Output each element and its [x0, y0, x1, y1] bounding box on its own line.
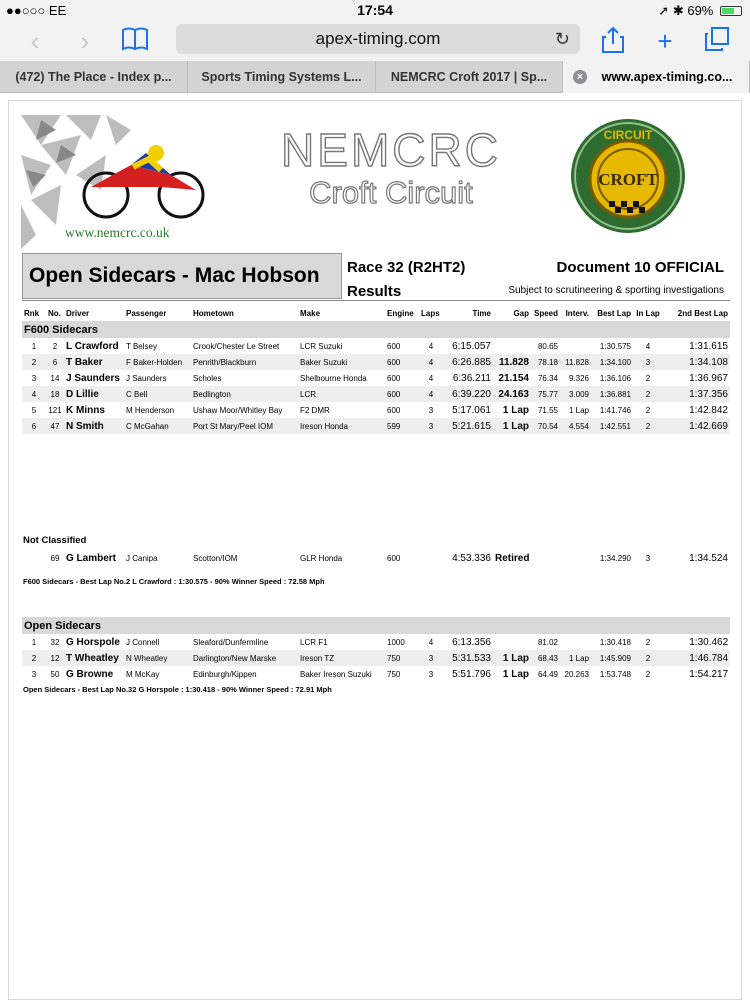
cell-passenger: J Canipa — [126, 553, 158, 563]
cell-second-best-lap: 1:37.356 — [689, 388, 728, 400]
subject-notice: Subject to scrutineering & sporting investigations — [508, 285, 724, 296]
nemcrc-logo — [21, 115, 227, 249]
table-row[interactable] — [22, 402, 730, 418]
table-row[interactable] — [22, 370, 730, 386]
cell-laps: 4 — [428, 389, 434, 399]
tab-nemcrc-croft[interactable]: NEMCRC Croft 2017 | Sp... — [376, 61, 563, 93]
cell-in-lap: 2 — [645, 637, 651, 647]
cell-hometown: Scholes — [193, 373, 222, 383]
cell-laps: 4 — [428, 357, 434, 367]
cell-passenger: T Belsey — [126, 341, 157, 351]
cell-passenger: J Connell — [126, 637, 160, 647]
cell-number: 12 — [50, 653, 60, 663]
cell-engine: 600 — [387, 357, 401, 367]
cell-in-lap: 2 — [645, 405, 651, 415]
col-header-number: No. — [48, 308, 61, 318]
cell-make: GLR Honda — [300, 553, 343, 563]
col-header-second-best-lap: 2nd Best Lap — [677, 308, 728, 318]
col-header-make: Make — [300, 308, 321, 318]
cell-second-best-lap: 1:30.462 — [689, 636, 729, 648]
section-title: F600 Sidecars — [22, 321, 730, 338]
col-header-gap: Gap — [513, 308, 529, 318]
cell-passenger: F Baker-Holden — [126, 357, 183, 367]
nemcrc-website: www.nemcrc.co.uk — [65, 225, 170, 240]
col-header-passenger: Passenger — [126, 308, 167, 318]
open-best-lap-note: Open Sidecars - Best Lap No.32 G Horspole : 1:30.418 - 90% Winner Speed : 72.91 Mph — [23, 685, 332, 694]
cell-engine: 750 — [387, 669, 401, 679]
race-number: Race 32 (R2HT2) — [347, 259, 466, 276]
col-header-interval: Interv. — [565, 308, 589, 318]
cell-in-lap: 3 — [645, 553, 651, 563]
cell-laps: 3 — [428, 421, 434, 431]
cell-laps: 3 — [428, 653, 434, 663]
cell-in-lap: 2 — [645, 653, 651, 663]
cell-second-best-lap: 1:42.842 — [689, 404, 728, 416]
croft-circuit-seal — [569, 117, 687, 235]
col-header-engine: Engine — [387, 308, 414, 318]
cell-driver: G Lambert — [66, 552, 117, 564]
seal-croft-text: CROFT — [598, 170, 658, 189]
cell-interval: 9.326 — [568, 373, 589, 383]
cell-interval: 11.828 — [565, 357, 589, 367]
cell-laps: 3 — [428, 669, 434, 679]
cell-gap: 1 Lap — [502, 652, 529, 664]
col-header-driver: Driver — [66, 308, 90, 318]
cell-speed: 75.77 — [537, 389, 558, 399]
cell-best-lap: 1:30.575 — [599, 341, 631, 351]
cell-make: Ireson Honda — [300, 421, 349, 431]
cell-hometown: Sleaford/Dunfermline — [193, 637, 269, 647]
col-header-in-lap: In Lap — [636, 308, 660, 318]
cell-time: 6:13.356 — [452, 636, 491, 648]
col-header-best-lap: Best Lap — [597, 308, 631, 318]
cell-second-best-lap: 1:31.615 — [689, 340, 728, 352]
cell-engine: 600 — [387, 373, 401, 383]
cell-laps: 4 — [428, 341, 434, 351]
cell-make: LCR — [300, 389, 317, 399]
cell-in-lap: 2 — [645, 421, 651, 431]
cell-engine: 1000 — [387, 637, 405, 647]
cell-time: 5:31.533 — [452, 652, 491, 664]
col-header-hometown: Hometown — [193, 308, 234, 318]
cell-laps: 4 — [428, 637, 434, 647]
cell-in-lap: 2 — [645, 373, 651, 383]
cell-speed: 80.65 — [537, 341, 558, 351]
cell-gap: 21.154 — [498, 372, 529, 384]
cell-make: Baker Ireson Suzuki — [300, 669, 372, 679]
cell-driver: G Browne — [66, 668, 114, 680]
cell-driver: T Wheatley — [66, 652, 119, 664]
cell-rank: 1 — [31, 637, 37, 647]
cell-laps: 4 — [428, 373, 434, 383]
col-header-laps: Laps — [421, 308, 440, 318]
event-title: Open Sidecars - Mac Hobson — [29, 264, 320, 287]
cell-rank: 3 — [31, 373, 37, 383]
results-document — [8, 100, 742, 1000]
col-header-rank: Rnk — [24, 308, 40, 318]
cell-hometown: Crook/Chester Le Street — [193, 341, 280, 351]
cell-driver: J Saunders — [66, 372, 120, 384]
table-row[interactable] — [22, 418, 730, 434]
cell-time: 6:26.885 — [452, 356, 491, 368]
cell-rank — [22, 550, 46, 566]
cell-hometown: Scotton/IOM — [193, 553, 238, 563]
cell-number: 6 — [52, 357, 58, 367]
header-divider — [22, 300, 730, 301]
cell-engine: 600 — [387, 405, 401, 415]
cell-make: Baker Suzuki — [300, 357, 348, 367]
cell-rank: 2 — [31, 357, 37, 367]
cell-speed: 81.02 — [537, 637, 558, 647]
cell-rank: 2 — [31, 653, 37, 663]
cell-best-lap: 1:45.909 — [599, 653, 631, 663]
cell-passenger: C Bell — [126, 389, 148, 399]
cell-make: LCR F1 — [300, 637, 328, 647]
cell-laps: 3 — [428, 405, 434, 415]
cell-gap — [493, 634, 531, 650]
not-classified-table — [22, 550, 730, 566]
cell-engine: 600 — [387, 389, 401, 399]
cell-best-lap: 1:36.106 — [599, 373, 631, 383]
cell-second-best-lap: 1:54.217 — [689, 668, 729, 680]
cell-driver: T Baker — [66, 356, 103, 368]
cell-driver: D Lillie — [66, 388, 99, 400]
f600-best-lap-note: F600 Sidecars - Best Lap No.2 L Crawford : 1:30.575 - 90% Winner Speed : 72.58 Mph — [23, 577, 325, 586]
cell-number: 69 — [50, 553, 60, 563]
cell-number: 121 — [48, 405, 62, 415]
cell-interval: 1 Lap — [568, 405, 589, 415]
cell-best-lap: 1:36.881 — [599, 389, 631, 399]
table-row[interactable] — [22, 634, 730, 650]
cell-interval: 3.009 — [568, 389, 589, 399]
cell-driver: N Smith — [66, 420, 104, 432]
seal-circuit-text: CIRCUIT — [603, 128, 653, 142]
table-row[interactable] — [22, 666, 730, 682]
cell-interval — [560, 550, 591, 566]
cell-time: 6:36.211 — [452, 372, 491, 384]
cell-second-best-lap: 1:46.784 — [689, 652, 729, 664]
cell-time: 6:39.220 — [452, 388, 491, 400]
cell-engine: 750 — [387, 653, 401, 663]
cell-passenger: M Henderson — [126, 405, 175, 415]
table-row[interactable] — [22, 354, 730, 370]
document-status: Document 10 OFFICIAL — [556, 259, 724, 276]
col-header-time: Time — [472, 308, 491, 318]
cell-second-best-lap: 1:36.967 — [689, 372, 728, 384]
cell-interval: 20.263 — [564, 669, 589, 679]
cell-rank: 1 — [31, 341, 37, 351]
address-bar[interactable] — [176, 24, 580, 54]
cell-gap: 11.828 — [498, 356, 529, 368]
cell-make: Ireson TZ — [300, 653, 335, 663]
open-results-table — [22, 617, 730, 682]
cell-gap: Retired — [495, 552, 530, 564]
not-classified-label: Not Classified — [23, 535, 87, 546]
cell-time: 4:53.336 — [452, 552, 491, 564]
cell-time: 5:17.061 — [452, 404, 491, 416]
cell-engine: 600 — [387, 553, 401, 563]
cell-speed: 70.54 — [537, 421, 558, 431]
cell-number: 50 — [50, 669, 60, 679]
cell-time: 5:51.796 — [452, 668, 491, 680]
status-bar — [0, 0, 750, 20]
cell-engine: 599 — [387, 421, 401, 431]
reload-icon[interactable]: ↻ — [554, 29, 570, 49]
cell-gap: 1 Lap — [502, 420, 529, 432]
cell-gap: 1 Lap — [502, 404, 529, 416]
cell-number: 14 — [50, 373, 60, 383]
tabs-icon[interactable] — [702, 26, 732, 56]
cell-second-best-lap: 1:34.108 — [689, 356, 728, 368]
cell-in-lap: 2 — [645, 389, 651, 399]
cell-interval: 4.554 — [568, 421, 589, 431]
cell-number: 32 — [50, 637, 60, 647]
cell-hometown: Port St Mary/Peel IOM — [193, 421, 274, 431]
cell-driver: G Horspole — [66, 636, 120, 648]
cell-number: 18 — [50, 389, 60, 399]
cell-rank: 6 — [31, 421, 37, 431]
table-row[interactable] — [22, 338, 730, 354]
cell-interval: 1 Lap — [568, 653, 589, 663]
tab-sports-timing[interactable]: Sports Timing Systems L... — [188, 61, 376, 93]
cell-passenger: N Wheatley — [126, 653, 168, 663]
col-header-speed: Speed — [533, 308, 558, 318]
cell-engine: 600 — [387, 341, 401, 351]
section-header-row — [22, 321, 730, 338]
cell-best-lap: 1:41.746 — [599, 405, 631, 415]
cell-best-lap: 1:34.100 — [599, 357, 631, 367]
new-tab-icon[interactable]: + — [657, 26, 673, 56]
cell-best-lap: 1:42.551 — [599, 421, 631, 431]
cell-interval — [560, 634, 591, 650]
cell-make: Shelbourne Honda — [300, 373, 367, 383]
cell-rank: 4 — [31, 389, 37, 399]
column-header-row — [22, 305, 730, 321]
results-label: Results — [347, 283, 402, 300]
tab-bar — [0, 61, 750, 93]
clock: 17:54 — [357, 2, 393, 18]
cell-speed: 78.18 — [537, 357, 558, 367]
cell-laps — [419, 550, 443, 566]
bluetooth-icon: ✱ — [672, 3, 684, 18]
cell-best-lap: 1:34.290 — [599, 553, 631, 563]
cell-interval — [560, 338, 591, 354]
tab-the-place[interactable]: (472) The Place - Index p... — [0, 61, 188, 93]
forward-icon[interactable]: › — [80, 26, 90, 56]
location-icon: ➚ — [658, 3, 670, 18]
cell-number: 2 — [52, 341, 58, 351]
cell-make: LCR Suzuki — [300, 341, 343, 351]
browser-toolbar — [0, 20, 750, 61]
cell-hometown: Darlington/New Marske — [193, 653, 277, 663]
cell-speed — [531, 550, 560, 566]
cell-in-lap: 2 — [645, 669, 651, 679]
cell-driver: L Crawford — [66, 340, 119, 352]
cell-speed: 68.43 — [537, 653, 558, 663]
brand-title — [271, 125, 511, 211]
cell-speed: 71.55 — [537, 405, 558, 415]
cell-gap — [493, 338, 531, 354]
back-icon[interactable]: ‹ — [30, 26, 40, 56]
f600-results-table — [22, 305, 730, 434]
cell-hometown: Edinburgh/Kippen — [193, 669, 257, 679]
cell-hometown: Bedlington — [193, 389, 231, 399]
bookmarks-icon[interactable] — [120, 26, 150, 56]
battery-percent: 69% — [687, 3, 714, 18]
cell-rank: 5 — [31, 405, 37, 415]
cell-gap: 1 Lap — [502, 668, 529, 680]
section-header-row — [22, 617, 730, 634]
event-title-box — [22, 253, 342, 299]
cell-speed: 76.34 — [537, 373, 558, 383]
cell-second-best-lap: 1:34.524 — [689, 552, 728, 564]
cell-in-lap: 4 — [645, 341, 651, 351]
table-row[interactable] — [22, 386, 730, 402]
table-row[interactable] — [22, 650, 730, 666]
brand-croft-circuit: Croft Circuit — [309, 175, 473, 210]
cell-number: 47 — [50, 421, 60, 431]
cell-make: F2 DMR — [300, 405, 330, 415]
cell-gap: 24.163 — [498, 388, 529, 400]
cell-speed: 64.49 — [537, 669, 558, 679]
cell-second-best-lap: 1:42.669 — [689, 420, 728, 432]
cell-driver: K Minns — [66, 404, 105, 416]
cell-rank: 3 — [31, 669, 37, 679]
cell-passenger: J Saunders — [126, 373, 167, 383]
cell-time: 6:15.057 — [452, 340, 491, 352]
url-text: apex-timing.com — [315, 29, 441, 48]
cell-passenger: M McKay — [126, 669, 160, 679]
tab-apex-timing[interactable]: × www.apex-timing.co... — [563, 61, 750, 93]
share-icon[interactable] — [598, 26, 628, 56]
carrier-signal: ●●○○○ EE — [6, 3, 67, 18]
battery-icon — [720, 6, 742, 16]
cell-best-lap: 1:30.418 — [599, 637, 631, 647]
close-tab-icon[interactable]: × — [573, 70, 587, 84]
brand-nemcrc: NEMCRC — [281, 124, 501, 176]
cell-best-lap: 1:53.748 — [599, 669, 631, 679]
cell-passenger: C McGahan — [126, 421, 169, 431]
cell-hometown: Penrith/Blackburn — [193, 357, 257, 367]
cell-hometown: Ushaw Moor/Whitley Bay — [193, 405, 283, 415]
battery-indicator — [658, 3, 742, 19]
table-row[interactable] — [22, 550, 730, 566]
cell-time: 5:21.615 — [452, 420, 491, 432]
section-title: Open Sidecars — [22, 617, 730, 634]
cell-in-lap: 3 — [645, 357, 651, 367]
